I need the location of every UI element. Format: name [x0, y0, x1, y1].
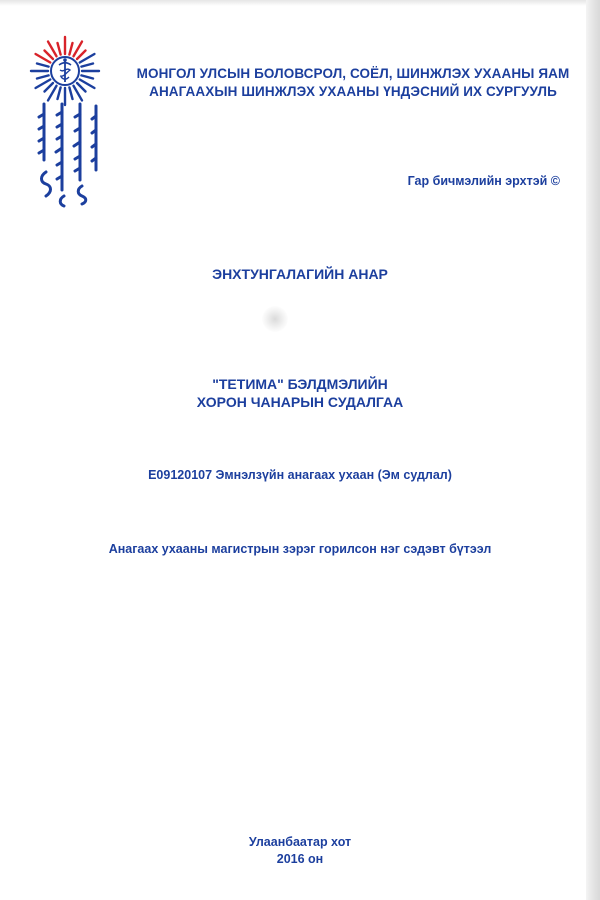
specialty-code: Е09120107 Эмнэлзүйн анагаах ухаан (Эм судлал)	[148, 468, 452, 482]
author-name: ЭНХТУНГАЛАГИЙН АНАР	[212, 266, 388, 282]
paper-smudge	[262, 306, 288, 332]
page-top-edge	[0, 0, 600, 6]
university-emblem-icon	[28, 34, 102, 108]
copyright-note: Гар бичмэлийн эрхтэй ©	[407, 174, 560, 188]
university-name: АНАГААХЫН ШИНЖЛЭХ УХААНЫ ҮНДЭСНИЙ ИХ СУРГУУЛЬ	[149, 84, 557, 99]
page-right-edge	[586, 0, 600, 900]
thesis-title-line2: ХОРОН ЧАНАРЫН СУДАЛГАА	[196, 394, 404, 410]
thesis-title-line1: "ТЕТИМА" БЭЛДМЭЛИЙН	[212, 376, 388, 392]
city-name: Улаанбаатар хот	[248, 835, 352, 849]
publication-year: 2016 он	[276, 852, 324, 866]
degree-note: Анагаах ухааны магистрын зэрэг горилсон нэг сэдэвт бүтээл	[108, 542, 492, 556]
mongolian-script-name	[32, 100, 102, 208]
ministry-name: МОНГОЛ УЛСЫН БОЛОВСРОЛ, СОЁЛ, ШИНЖЛЭХ УХААНЫ ЯАМ	[136, 66, 570, 81]
